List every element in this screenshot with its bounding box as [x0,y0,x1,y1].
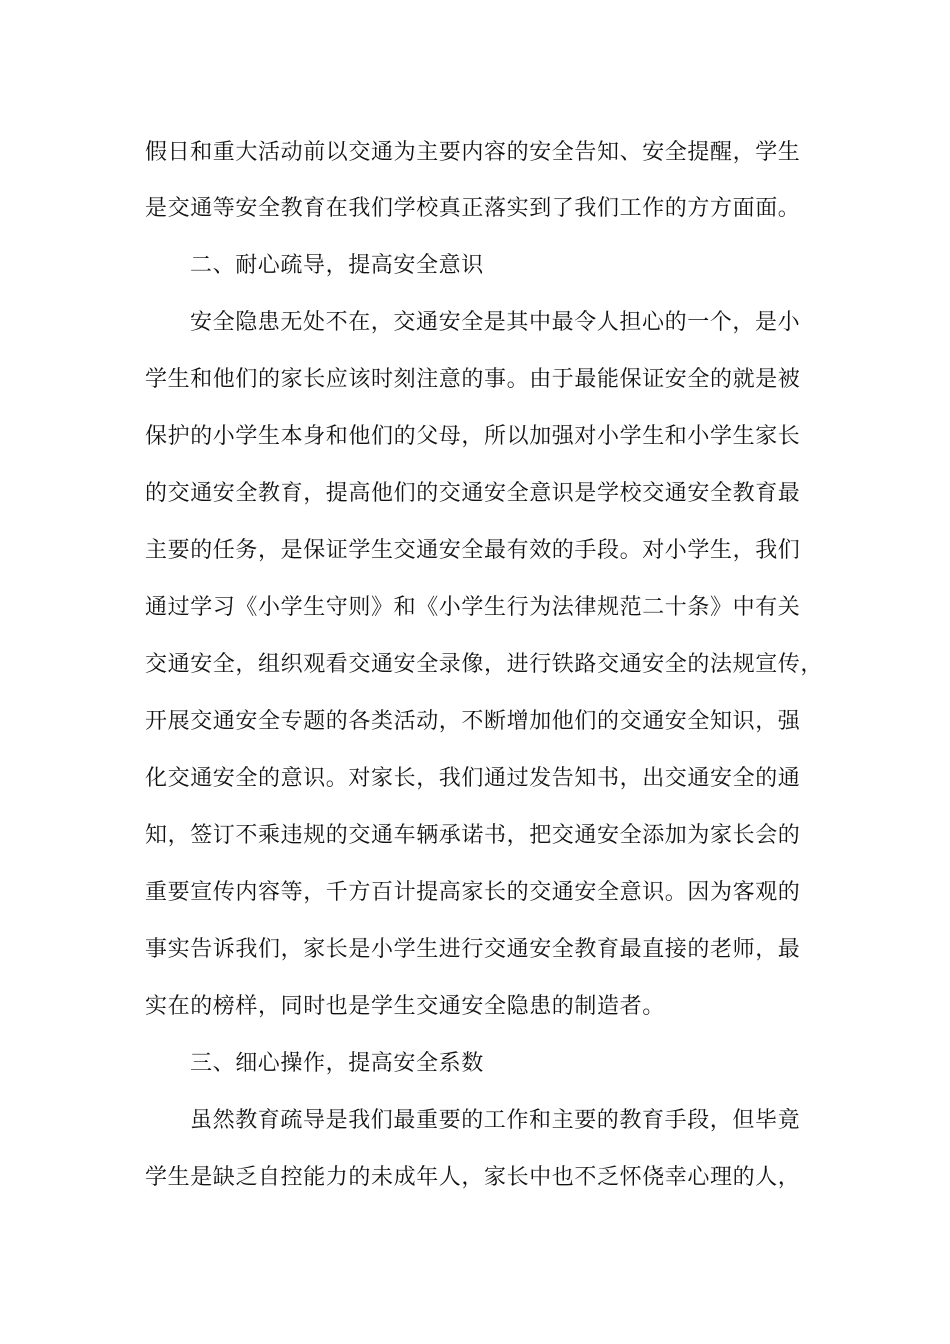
section-heading: 三、细心操作，提高安全系数 [190,1051,484,1076]
text-line: 重要宣传内容等，千方百计提高家长的交通安全意识。因为客观的 [145,880,801,905]
text-line: 保护的小学生本身和他们的父母，所以加强对小学生和小学生家长 [145,424,801,449]
text-line: 通过学习《小学生守则》和《小学生行为法律规范二十条》中有关 [145,595,801,620]
section-heading: 二、耐心疏导，提高安全意识 [190,253,484,278]
text-line: 事实告诉我们，家长是小学生进行交通安全教育最直接的老师，最 [145,937,801,962]
text-line: 交通安全，组织观看交通安全录像，进行铁路交通安全的法规宣传， [145,652,824,677]
text-line: 是交通等安全教育在我们学校真正落实到了我们工作的方方面面。 [145,196,801,221]
text-line: 实在的榜样，同时也是学生交通安全隐患的制造者。 [145,994,665,1019]
text-line: 开展交通安全专题的各类活动，不断增加他们的交通安全知识，强 [145,709,801,734]
text-line: 的交通安全教育，提高他们的交通安全意识是学校交通安全教育最 [145,481,801,506]
text-line: 主要的任务，是保证学生交通安全最有效的手段。对小学生，我们 [145,538,801,563]
text-line: 安全隐患无处不在，交通安全是其中最令人担心的一个，是小 [190,310,801,335]
text-line: 学生是缺乏自控能力的未成年人，家长中也不乏怀侥幸心理的人， [145,1165,801,1190]
text-line: 假日和重大活动前以交通为主要内容的安全告知、安全提醒，学生 [145,140,801,165]
text-line: 学生和他们的家长应该时刻注意的事。由于最能保证安全的就是被 [145,367,801,392]
text-line: 虽然教育疏导是我们最重要的工作和主要的教育手段，但毕竟 [190,1108,801,1133]
text-line: 知，签订不乘违规的交通车辆承诺书，把交通安全添加为家长会的 [145,823,801,848]
text-line: 化交通安全的意识。对家长，我们通过发告知书，出交通安全的通 [145,766,801,791]
